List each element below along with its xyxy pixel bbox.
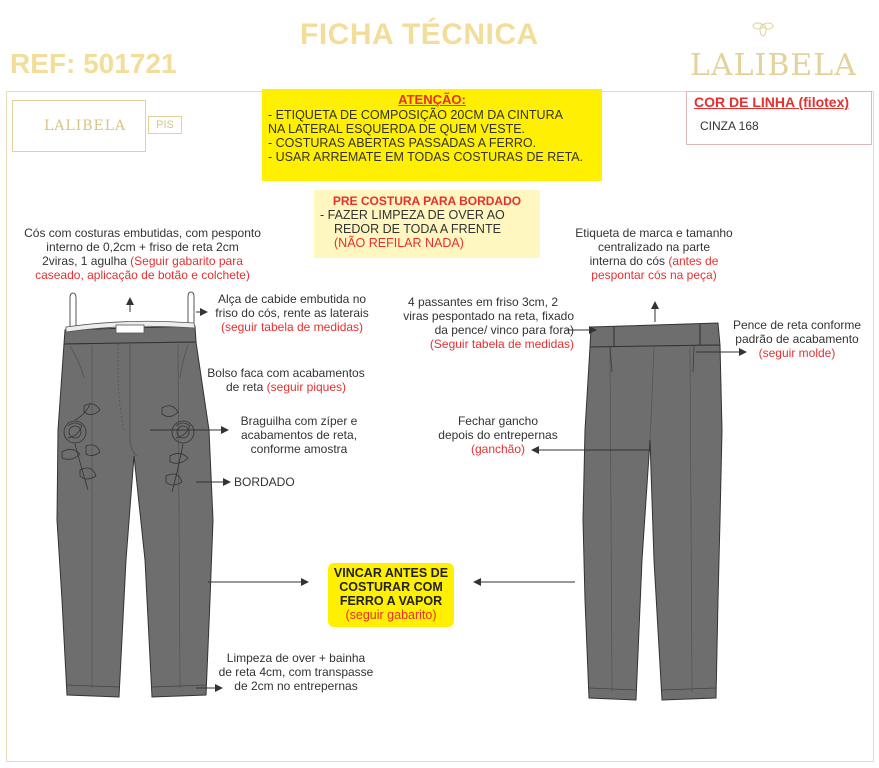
hook-note: Fechar gancho depois do entrepernas (ganchão) — [438, 414, 558, 456]
embroidery-note: BORDADO — [234, 475, 295, 489]
hanger-loop-note: Alça de cabide embutida no friso do cós, rente as laterais (seguir tabela de medidas) — [215, 292, 369, 334]
dart-note: Pence de reta conforme padrão de acabamento (seguir molde) — [732, 318, 862, 360]
pre-sewing-line: (NÃO REFILAR NADA) — [334, 236, 464, 250]
crease-instruction-box: VINCAR ANTES DE COSTURAR COM FERRO A VAPOR (seguir gabarito) — [328, 563, 454, 627]
waistband-note: Cós com costuras embutidas, com pesponto interno de 0,2cm + friso de reta 2cm 2viras, 1 agulha (Seguir gabarito para caseado, aplicação de botão e colchete) — [24, 226, 261, 282]
belt-loops-note: 4 passantes em friso 3cm, 2 viras pespontado na reta, fixado da pence/ vinco para fora) (Seguir tabela de medidas) — [403, 295, 574, 351]
fly-note: Braguilha com zíper e acabamentos de reta, conforme amostra — [240, 414, 358, 456]
thread-color-title: COR DE LINHA (filotex) — [694, 94, 850, 110]
attention-title: ATENÇÃO: — [398, 92, 466, 107]
attention-line: - ETIQUETA DE COMPOSIÇÃO 20CM DA CINTURA — [268, 108, 563, 122]
hem-note: Limpeza de over + bainha de reta 4cm, com transpasse de 2cm no entrepernas — [218, 651, 374, 693]
front-pants — [57, 292, 213, 697]
pis-tag: PIS — [148, 116, 182, 134]
attention-line: - COSTURAS ABERTAS PASSADAS A FERRO. — [268, 136, 537, 150]
brand-logo: LALIBELA — [690, 48, 857, 83]
back-pants — [583, 323, 722, 700]
pre-sewing-title: PRE COSTURA PARA BORDADO — [332, 194, 522, 208]
pre-sewing-line: REDOR DE TODA A FRENTE — [334, 222, 501, 236]
pre-sewing-line: - FAZER LIMPEZA DE OVER AO — [320, 208, 505, 222]
pocket-note: Bolso faca com acabamentos de reta (seguir piques) — [207, 366, 365, 394]
reference-code: REF: 501721 — [10, 48, 177, 79]
brand-label-note: Etiqueta de marca e tamanho centralizado na parte interna do cós (antes de pespontar cós na peça) — [575, 226, 733, 282]
thread-color-value: CINZA 168 — [700, 119, 759, 133]
label-brand-text: LALIBELA — [44, 118, 127, 134]
attention-line: NA LATERAL ESQUERDA DE QUEM VESTE. — [268, 122, 526, 136]
attention-line: - USAR ARREMATE EM TODAS COSTURAS DE RETA. — [268, 150, 584, 164]
page-title: FICHA TÉCNICA — [300, 18, 539, 51]
